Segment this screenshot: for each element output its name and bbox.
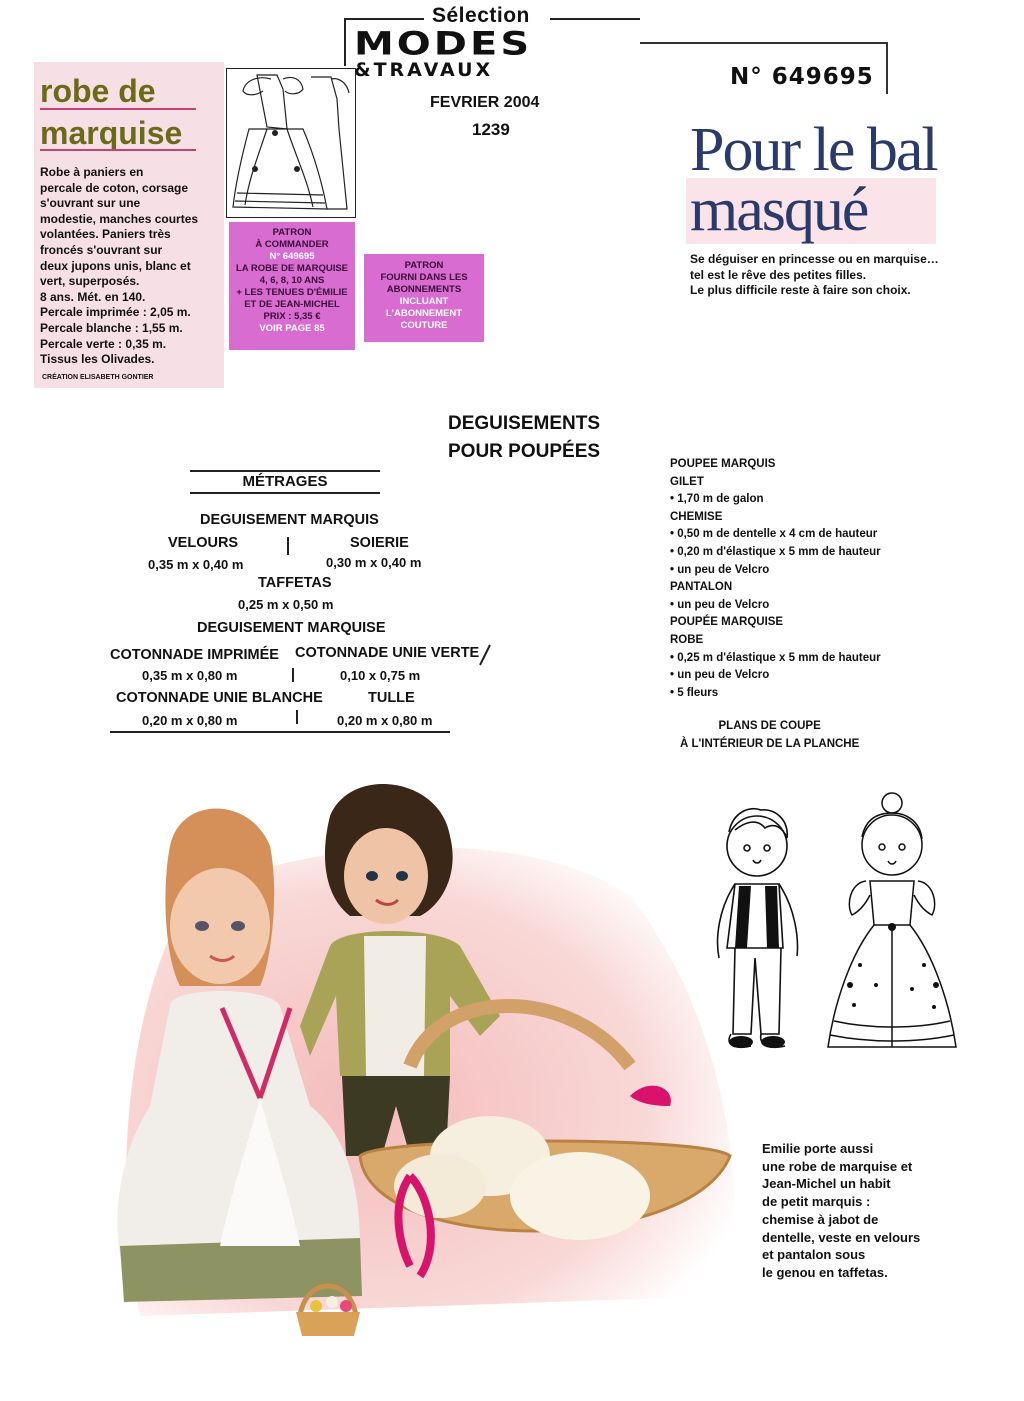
- description-line: vert, superposés.: [40, 274, 140, 289]
- subscription-pattern-box: [364, 254, 484, 342]
- abo-line: PATRON: [404, 260, 444, 271]
- metrages-rule: [190, 492, 380, 494]
- caption-line: Emilie porte aussi: [762, 1141, 874, 1156]
- masthead-rule-right: [550, 18, 640, 20]
- caption-line: chemise à jabot de: [762, 1211, 879, 1227]
- caption-line: dentelle, veste en velours: [762, 1229, 921, 1245]
- issue-date: FEVRIER 2004: [430, 94, 540, 111]
- designer-credit: CRÉATION ELISABETH GONTIER: [42, 374, 154, 381]
- order-line: À COMMANDER: [255, 239, 329, 250]
- soierie-measure: 0,30 m x 0,40 m: [326, 555, 422, 570]
- panel-title-line2: marquise: [40, 115, 183, 151]
- reference-bar: [886, 42, 888, 94]
- abo-line: INCLUANT: [399, 296, 449, 307]
- cotonnade-imprimee-label: COTONNADE IMPRIMÉE: [110, 647, 279, 663]
- description-line: 8 ans. Mét. en 140.: [40, 289, 146, 304]
- supplies-item: • 0,50 m de dentelle x 4 cm de hauteur: [670, 528, 878, 541]
- marquis-costume-title: DEGUISEMENT MARQUIS: [200, 512, 379, 528]
- supplies-item: • un peu de Velcro: [670, 669, 770, 682]
- supplies-item: • 0,25 m d'élastique x 5 mm de hauteur: [670, 651, 881, 664]
- column-separator: [287, 537, 289, 555]
- description-line: percale de coton, corsage: [40, 180, 189, 195]
- panel-title-line1: robe de: [40, 73, 156, 109]
- supplies-item: • un peu de Velcro: [670, 563, 770, 576]
- masthead-modes-logo: MODES: [354, 25, 533, 63]
- panel-title: [40, 70, 182, 154]
- taffetas-measure: 0,25 m x 0,50 m: [238, 597, 334, 612]
- marquise-doll-drawing: [820, 785, 970, 1070]
- section-title-line1: DEGUISEMENTS: [448, 413, 601, 434]
- dolls-photo: [110, 776, 760, 1336]
- order-pattern-box: [229, 222, 355, 350]
- column-separator: [292, 668, 294, 682]
- masthead-selection: Sélection: [432, 4, 530, 27]
- description-line: s'ouvrant sur une: [40, 196, 141, 211]
- section-title-line2: POUR POUPÉES: [448, 441, 601, 462]
- supplies-item: • un peu de Velcro: [670, 598, 770, 611]
- supplies-heading: PANTALON: [670, 581, 733, 594]
- abo-line: ABONNEMENTS: [386, 284, 462, 295]
- dress-sketch-illustration: [226, 68, 356, 218]
- cotonnade-verte-measure: 0,10 x 0,75 m: [340, 668, 421, 683]
- supplies-item: • 5 fleurs: [670, 686, 719, 699]
- supplies-heading: CHEMISE: [670, 510, 723, 523]
- intro-line: tel est le rêve des petites filles.: [690, 267, 867, 282]
- velours-measure: 0,35 m x 0,40 m: [148, 557, 244, 572]
- description-line: Tissus les Olivades.: [40, 352, 155, 367]
- description-line: Robe à paniers en: [40, 165, 144, 179]
- abo-line: L'ABONNEMENT: [385, 308, 463, 319]
- supplies-heading: GILET: [670, 475, 704, 488]
- tulle-measure: 0,20 m x 0,80 m: [337, 713, 433, 728]
- title-rule: [40, 108, 196, 110]
- plans-line1: PLANS DE COUPE: [718, 720, 821, 732]
- photo-caption: [762, 1140, 920, 1282]
- masthead-bar: [344, 18, 346, 66]
- caption-line: le genou en taffetas.: [762, 1264, 888, 1280]
- order-line: 4, 6, 8, 10 ANS: [259, 275, 325, 286]
- supplies-heading: POUPÉE MARQUISE: [670, 616, 784, 629]
- masthead-rule-left: [346, 18, 424, 20]
- order-line: + LES TENUES D'ÉMILIE: [236, 287, 348, 298]
- masthead-travaux-logo: &TRAVAUX: [354, 59, 494, 81]
- metrages-heading: MÉTRAGES: [242, 473, 328, 490]
- caption-line: Jean-Michel un habit: [762, 1176, 891, 1192]
- order-pattern-number: N° 649695: [269, 251, 315, 262]
- intro-text: [690, 252, 939, 299]
- issue-number: 1239: [472, 120, 510, 139]
- plans-line2: À L'INTÉRIEUR DE LA PLANCHE: [680, 737, 860, 750]
- headline-line2: masqué: [690, 176, 868, 244]
- soierie-label: SOIERIE: [350, 535, 409, 551]
- order-price: PRIX : 5,35 €: [263, 311, 321, 322]
- cutting-plans-note: [680, 718, 859, 753]
- metrages-bottom-rule: [110, 731, 450, 733]
- supplies-heading: ROBE: [670, 633, 704, 646]
- description-line: modestie, manches courtes: [40, 211, 199, 226]
- description-line: Percale verte : 0,35 m.: [40, 336, 167, 351]
- description-line: volantées. Paniers très: [40, 227, 171, 242]
- metrages-rule: [190, 470, 380, 472]
- column-separator: [296, 710, 298, 724]
- cotonnade-blanche-label: COTONNADE UNIE BLANCHE: [116, 690, 323, 706]
- headline: [690, 116, 937, 244]
- tulle-label: TULLE: [368, 690, 415, 706]
- section-title: [448, 410, 600, 466]
- masthead: [340, 4, 640, 139]
- supplies-item: • 0,20 m d'élastique x 5 mm de hauteur: [670, 545, 881, 558]
- reference-rule: [640, 42, 888, 44]
- title-rule: [40, 149, 196, 151]
- caption-line: une robe de marquise et: [762, 1158, 913, 1174]
- caption-line: de petit marquis :: [762, 1194, 871, 1210]
- velours-label: VELOURS: [168, 535, 239, 551]
- order-line: LA ROBE DE MARQUISE: [235, 263, 349, 274]
- slash-mark: [478, 644, 492, 666]
- reference-number: N° 649695: [730, 64, 874, 90]
- cotonnade-blanche-measure: 0,20 m x 0,80 m: [142, 713, 238, 728]
- description-line: deux jupons unis, blanc et: [40, 258, 191, 273]
- marquise-costume-title: DEGUISEMENT MARQUISE: [197, 620, 386, 636]
- order-line: PATRON: [272, 227, 312, 238]
- intro-line: Le plus difficile reste à faire son choix.: [690, 283, 911, 297]
- order-line: ET DE JEAN-MICHEL: [244, 299, 340, 310]
- supplies-list: [670, 456, 881, 702]
- headline-line1: Pour le bal: [690, 116, 937, 184]
- supplies-item: • 1,70 m de galon: [670, 493, 764, 506]
- description-line: Percale blanche : 1,55 m.: [40, 320, 183, 335]
- abo-line: COUTURE: [400, 320, 448, 331]
- cotonnade-verte-label: COTONNADE UNIE VERTE: [295, 645, 480, 661]
- taffetas-label: TAFFETAS: [258, 575, 332, 591]
- abo-line: FOURNI DANS LES: [380, 272, 468, 283]
- cotonnade-imprimee-measure: 0,35 m x 0,80 m: [142, 668, 238, 683]
- supplies-heading: POUPEE MARQUIS: [670, 458, 776, 470]
- description-line: Percale imprimée : 2,05 m.: [40, 305, 191, 320]
- order-page-ref: VOIR PAGE 85: [259, 323, 325, 334]
- panel-description: [40, 165, 220, 368]
- description-line: froncés s'ouvrant sur: [40, 242, 163, 257]
- caption-line: et pantalon sous: [762, 1247, 866, 1263]
- intro-line: Se déguiser en princesse ou en marquise…: [690, 252, 939, 266]
